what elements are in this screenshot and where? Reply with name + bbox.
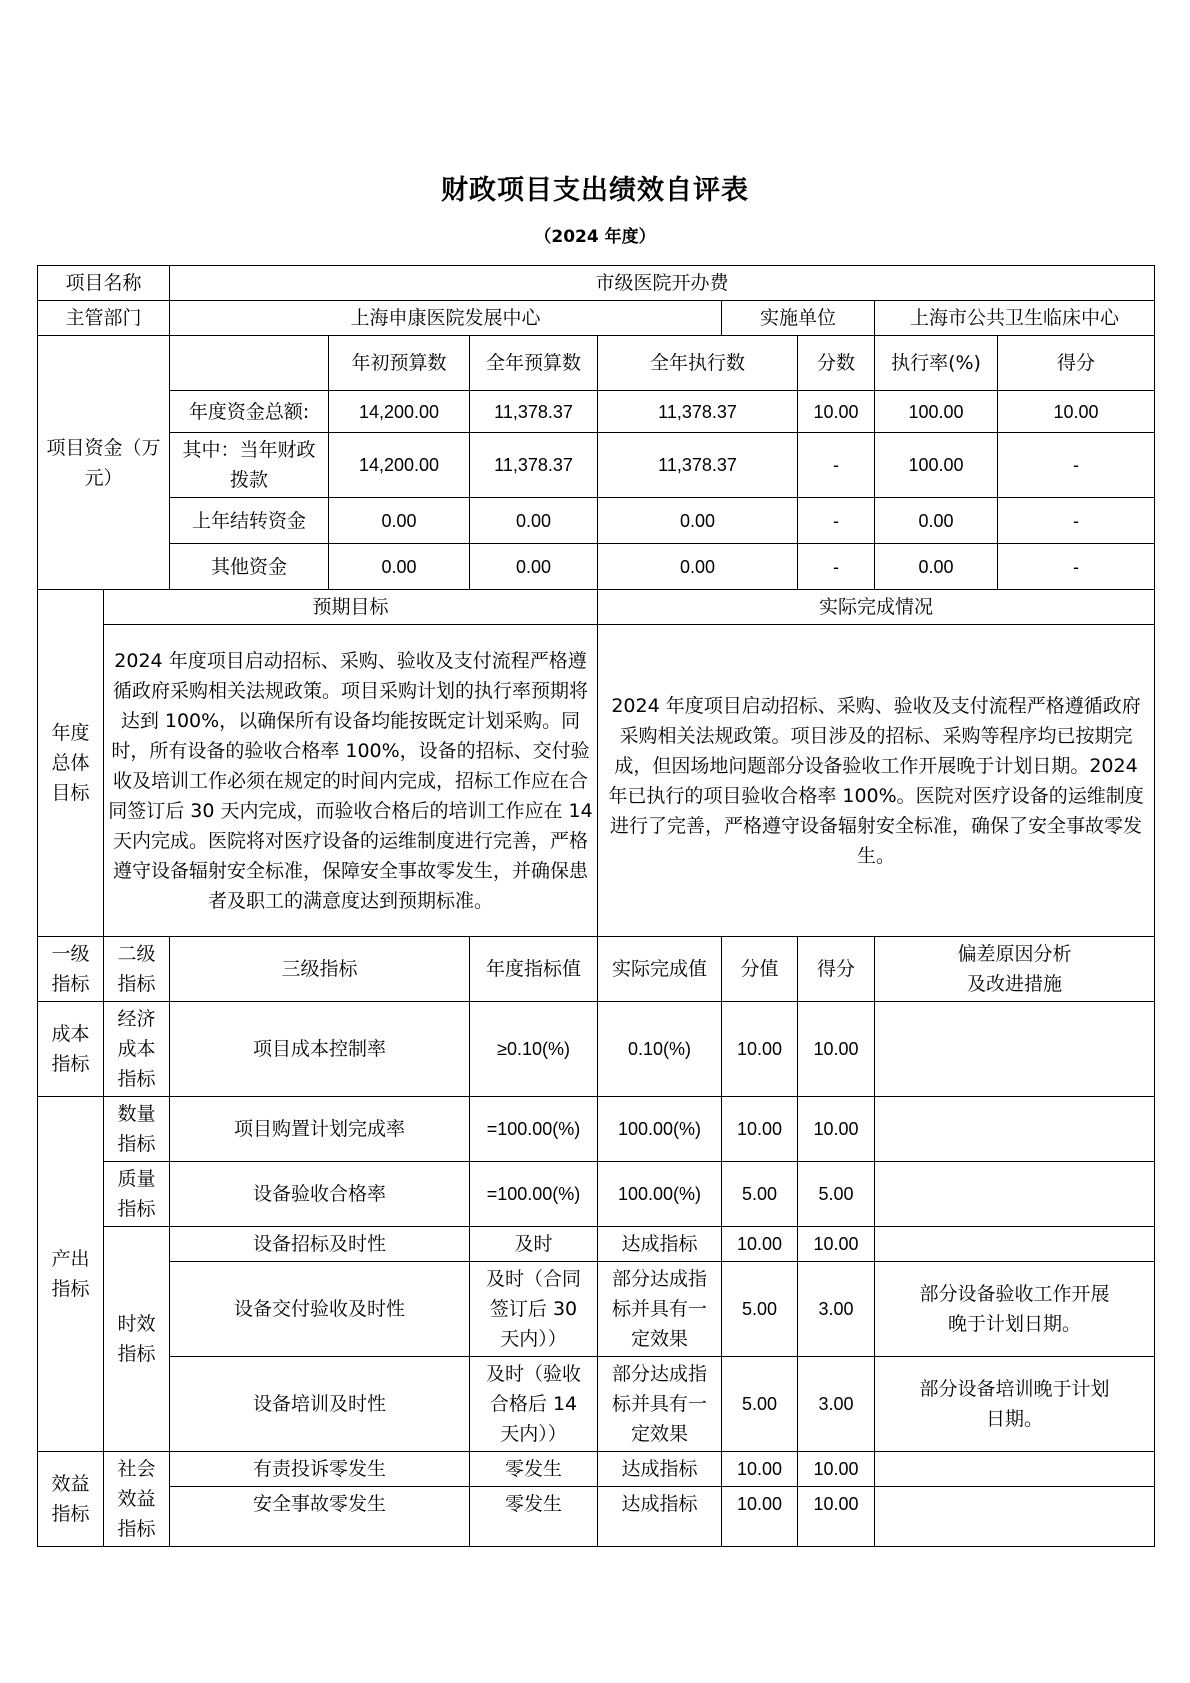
funds-score: - — [798, 544, 875, 590]
report-year: （2024 年度） — [534, 227, 656, 247]
indicator-score: 5.00 — [798, 1162, 875, 1227]
cost-level2 — [104, 1002, 170, 1097]
cost-level1-text: 成本指标 — [51, 1023, 90, 1075]
funds-executed: 11,378.37 — [598, 391, 798, 433]
indicator-deviation — [875, 1452, 1155, 1487]
output-level1-text: 产出指标 — [51, 1248, 90, 1300]
header-target: 年度指标值 — [470, 937, 598, 1002]
department-label: 主管部门 — [38, 301, 170, 336]
funds-header-blank — [170, 336, 329, 391]
funds-executed: 0.00 — [598, 544, 798, 590]
indicator-name: 项目成本控制率 — [170, 1002, 470, 1097]
indicator-deviation-text: 部分设备培训晚于计划日期。 — [919, 1378, 1110, 1430]
indicator-score: 10.00 — [798, 1002, 875, 1097]
funds-annual: 11,378.37 — [470, 433, 598, 498]
indicator-row — [38, 1227, 1155, 1262]
indicator-actual: 达成指标 — [598, 1487, 722, 1547]
project-name-row — [38, 266, 1155, 301]
indicator-actual: 达成指标 — [598, 1227, 722, 1262]
funds-points: 10.00 — [998, 391, 1155, 433]
indicator-target: 零发生 — [470, 1452, 598, 1487]
funds-executed: 11,378.37 — [598, 433, 798, 498]
quality-level2-text: 质量指标 — [117, 1168, 156, 1220]
indicator-target: ≥0.10(%) — [470, 1002, 598, 1097]
funds-score: - — [798, 433, 875, 498]
funds-header-points: 得分 — [998, 336, 1155, 391]
indicator-target: =100.00(%) — [470, 1162, 598, 1227]
funds-label — [38, 336, 170, 590]
indicator-name: 设备验收合格率 — [170, 1162, 470, 1227]
expected-goal-text: 2024 年度项目启动招标、采购、验收及支付流程严格遵循政府采购相关法规政策。项目采购计划的执行率预期将达到 100%，以确保所有设备均能按既定计划采购。同时，所有设备的验收合格率 100%，设备的招标、交付验收及培训工作必须在规定的时间内完成，招标工作应在合同签订后 30 天内完成，而验收合格后的培训工作应在 14 天内完成。医院将对医疗设备的运维制度进行完善，严格遵守设备辐射安全标准，保障安全事故零发生，并确保患者及职工的满意度达到预期标准。 — [104, 625, 598, 937]
indicator-row — [38, 1487, 1155, 1547]
indicator-score: 10.00 — [798, 1487, 875, 1547]
indicator-score: 3.00 — [798, 1262, 875, 1357]
indicator-actual: 0.10(%) — [598, 1002, 722, 1097]
indicator-name: 设备招标及时性 — [170, 1227, 470, 1262]
header-level1 — [38, 937, 104, 1002]
indicator-target — [470, 1262, 598, 1357]
funds-header-initial: 年初预算数 — [329, 336, 470, 391]
indicator-deviation — [875, 1097, 1155, 1162]
actual-goal-header: 实际完成情况 — [598, 590, 1155, 625]
funds-row — [38, 433, 1155, 498]
timeliness-level2 — [104, 1227, 170, 1452]
indicator-deviation — [875, 1162, 1155, 1227]
benefit-level1-text: 效益指标 — [51, 1473, 90, 1525]
header-level2-text: 二级指标 — [117, 943, 156, 995]
indicator-deviation — [875, 1262, 1155, 1357]
indicator-row — [38, 1162, 1155, 1227]
funds-initial: 0.00 — [329, 498, 470, 544]
quantity-level2 — [104, 1097, 170, 1162]
funds-points: - — [998, 498, 1155, 544]
funds-header-annual: 全年预算数 — [470, 336, 598, 391]
indicator-deviation — [875, 1002, 1155, 1097]
header-level3: 三级指标 — [170, 937, 470, 1002]
quantity-level2-text: 数量指标 — [117, 1103, 156, 1155]
indicator-row — [38, 1357, 1155, 1452]
funds-initial: 0.00 — [329, 544, 470, 590]
indicator-row — [38, 1262, 1155, 1357]
funds-rate: 100.00 — [875, 391, 998, 433]
header-deviation-line2: 及改进措施 — [967, 973, 1063, 995]
expected-goal-header: 预期目标 — [104, 590, 598, 625]
indicator-target — [470, 1357, 598, 1452]
funds-initial: 14,200.00 — [329, 391, 470, 433]
funds-row-label: 其中：当年财政拨款 — [170, 433, 329, 498]
funds-initial: 14,200.00 — [329, 433, 470, 498]
department-value: 上海申康医院发展中心 — [170, 301, 722, 336]
indicator-row — [38, 1002, 1155, 1097]
indicator-target-text: 及时（验收合格后 14 天内）） — [486, 1363, 582, 1445]
indicator-weight: 5.00 — [722, 1262, 798, 1357]
indicator-target: 及时 — [470, 1227, 598, 1262]
indicator-score: 3.00 — [798, 1357, 875, 1452]
header-score: 得分 — [798, 937, 875, 1002]
indicator-name: 设备培训及时性 — [170, 1357, 470, 1452]
header-weight: 分值 — [722, 937, 798, 1002]
header-level2 — [104, 937, 170, 1002]
indicator-weight: 10.00 — [722, 1227, 798, 1262]
benefit-level1 — [38, 1452, 104, 1547]
cost-level1 — [38, 1002, 104, 1097]
funds-score: - — [798, 498, 875, 544]
benefit-level2-text: 社会效益指标 — [117, 1458, 156, 1540]
funds-row — [38, 391, 1155, 433]
indicator-name: 有责投诉零发生 — [170, 1452, 470, 1487]
benefit-level2 — [104, 1452, 170, 1547]
funds-row — [38, 498, 1155, 544]
indicator-row — [38, 1097, 1155, 1162]
evaluation-table — [37, 265, 1155, 1547]
indicator-target: =100.00(%) — [470, 1097, 598, 1162]
indicator-name: 安全事故零发生 — [170, 1487, 470, 1547]
indicator-weight: 5.00 — [722, 1162, 798, 1227]
indicator-weight: 10.00 — [722, 1452, 798, 1487]
indicator-target-text: 及时（合同签订后 30 天内）） — [486, 1268, 582, 1350]
indicator-deviation-text: 部分设备验收工作开展晚于计划日期。 — [919, 1283, 1110, 1335]
funds-row — [38, 544, 1155, 590]
quality-level2 — [104, 1162, 170, 1227]
funds-row-label: 其他资金 — [170, 544, 329, 590]
indicator-actual: 100.00(%) — [598, 1162, 722, 1227]
funds-points: - — [998, 433, 1155, 498]
indicator-weight: 5.00 — [722, 1357, 798, 1452]
header-deviation-line1: 偏差原因分析 — [957, 943, 1072, 965]
actual-goal-text: 2024 年度项目启动招标、采购、验收及支付流程严格遵循政府采购相关法规政策。项目涉及的招标、采购等程序均已按期完成，但因场地问题部分设备验收工作开展晚于计划日期。2024 年已执行的项目验收合格率 100%。医院对医疗设备的运维制度进行了完善，严格遵守设备辐射安全标准，确保了安全事故零发生。 — [598, 625, 1155, 937]
timeliness-level2-text: 时效指标 — [117, 1313, 156, 1365]
indicator-target: 零发生 — [470, 1487, 598, 1547]
indicator-name: 设备交付验收及时性 — [170, 1262, 470, 1357]
project-name-label: 项目名称 — [38, 266, 170, 301]
funds-points: - — [998, 544, 1155, 590]
indicator-actual — [598, 1357, 722, 1452]
goals-label — [38, 590, 104, 937]
indicator-weight: 10.00 — [722, 1002, 798, 1097]
funds-header-rate: 执行率(%) — [875, 336, 998, 391]
page-title: 财政项目支出绩效自评表 — [441, 175, 749, 206]
funds-header-row — [38, 336, 1155, 391]
funds-rate: 0.00 — [875, 498, 998, 544]
goals-content-row — [38, 625, 1155, 937]
funds-annual: 11,378.37 — [470, 391, 598, 433]
indicator-deviation — [875, 1357, 1155, 1452]
goals-header-row — [38, 590, 1155, 625]
indicator-deviation — [875, 1227, 1155, 1262]
funds-header-score: 分数 — [798, 336, 875, 391]
indicator-actual: 100.00(%) — [598, 1097, 722, 1162]
funds-row-label: 年度资金总额: — [170, 391, 329, 433]
funds-label-text: 项目资金（万元） — [46, 436, 161, 489]
indicator-score: 10.00 — [798, 1452, 875, 1487]
indicator-header-row — [38, 937, 1155, 1002]
indicator-actual-text: 部分达成指标并具有一定效果 — [612, 1363, 708, 1445]
indicator-actual — [598, 1262, 722, 1357]
funds-row-label: 上年结转资金 — [170, 498, 329, 544]
funds-annual: 0.00 — [470, 498, 598, 544]
header-level1-text: 一级指标 — [51, 943, 90, 995]
implementer-label: 实施单位 — [722, 301, 875, 336]
project-name-value: 市级医院开办费 — [170, 266, 1155, 301]
header-actual: 实际完成值 — [598, 937, 722, 1002]
indicator-weight: 10.00 — [722, 1487, 798, 1547]
funds-rate: 0.00 — [875, 544, 998, 590]
funds-score: 10.00 — [798, 391, 875, 433]
department-row — [38, 301, 1155, 336]
indicator-score: 10.00 — [798, 1227, 875, 1262]
funds-annual: 0.00 — [470, 544, 598, 590]
funds-header-executed: 全年执行数 — [598, 336, 798, 391]
indicator-row — [38, 1452, 1155, 1487]
indicator-score: 10.00 — [798, 1097, 875, 1162]
indicator-name: 项目购置计划完成率 — [170, 1097, 470, 1162]
indicator-actual-text: 部分达成指标并具有一定效果 — [612, 1268, 708, 1350]
indicator-actual: 达成指标 — [598, 1452, 722, 1487]
indicator-deviation — [875, 1487, 1155, 1547]
header-deviation — [875, 937, 1155, 1002]
funds-executed: 0.00 — [598, 498, 798, 544]
output-level1 — [38, 1097, 104, 1452]
funds-rate: 100.00 — [875, 433, 998, 498]
goals-label-text: 年度总体目标 — [51, 722, 90, 804]
cost-level2-text: 经济成本指标 — [117, 1008, 156, 1090]
implementer-value: 上海市公共卫生临床中心 — [875, 301, 1155, 336]
indicator-weight: 10.00 — [722, 1097, 798, 1162]
